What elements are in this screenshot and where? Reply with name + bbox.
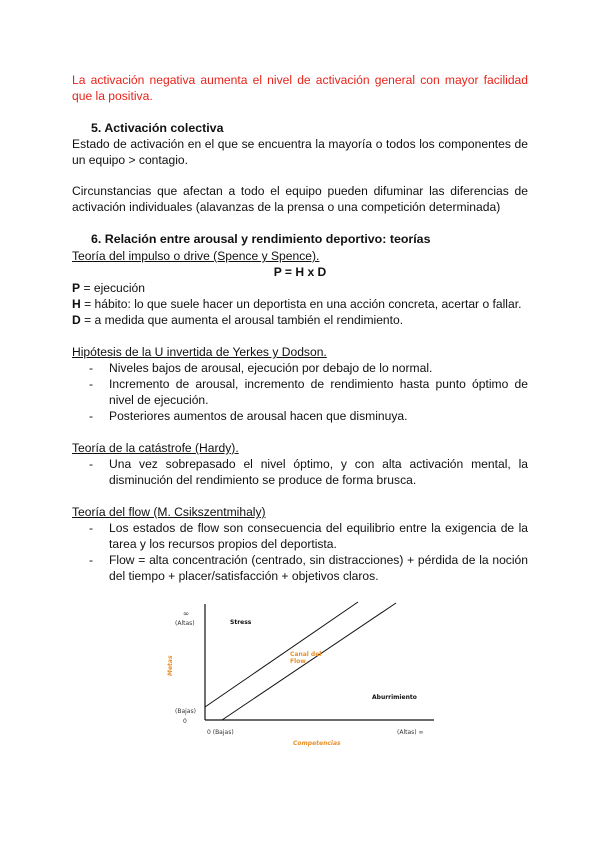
flow-channel-label-2: Flow <box>290 658 306 665</box>
y-bottom-label: (Bajas) <box>175 708 196 715</box>
y-top-label: (Altas) <box>175 620 195 627</box>
flow-channel-label-1: Canal del <box>290 651 322 658</box>
list-item: - Niveles bajos de arousal, ejecución por debajo de lo normal. <box>72 360 528 376</box>
boredom-label: Aburrimiento <box>372 694 417 701</box>
flow-list <box>72 520 528 584</box>
section-5-paragraph-2: Circunstancias que afectan a todo el equipo pueden difuminar las diferencias de activación individuales (alavanzas de la prensa o una competición determinada) <box>72 184 528 214</box>
catastrophe-list <box>72 456 528 488</box>
definition-text: = hábito: lo que suele hacer un deportista en una acción concreta, acertar o fallar. <box>80 297 522 311</box>
list-item: - Una vez sobrepasado el nivel óptimo, y con alta activación mental, la disminución del rendimiento se produce de forma brusca. <box>72 456 528 488</box>
flow-channel-diagram <box>160 598 460 748</box>
definition-text: = a medida que aumenta el arousal también el rendimiento. <box>80 313 404 327</box>
definition-term: D <box>72 313 81 327</box>
list-item: - Los estados de flow son consecuencia del equilibrio entre la exigencia de la tarea y los recursos propios del deportista. <box>72 520 528 552</box>
y-zero-label: 0 <box>183 718 187 725</box>
flow-theory-title: Teoría del flow (M. Csikszentmihaly) <box>72 505 266 519</box>
list-item: - Posteriores aumentos de arousal hacen que disminuya. <box>72 408 528 424</box>
intro-note: La activación negativa aumenta el nivel de activación general con mayor facilidad que la positiva. <box>72 73 528 103</box>
stress-label: Stress <box>230 619 252 626</box>
section-5-paragraph-1: Estado de activación en el que se encuentra la mayoría o todos los componentes de un equipo > contagio. <box>72 137 528 167</box>
flow-upper-boundary <box>205 602 358 707</box>
definition-h <box>72 296 528 312</box>
yerkes-dodson-list <box>72 360 528 424</box>
y-top-symbol: ∞ <box>183 609 190 618</box>
list-item: - Flow = alta concentración (centrado, sin distracciones) + pérdida de la noción del tiempo + placer/satisfacción + objetivos claros. <box>72 552 528 584</box>
x-axis-title: Competencias <box>293 740 341 747</box>
section-5-heading: 5. Activación colectiva <box>91 121 224 135</box>
x-left-label: 0 (Bajas) <box>207 729 234 736</box>
list-item: - Incremento de arousal, incremento de rendimiento hasta punto óptimo de nivel de ejecución. <box>72 376 528 408</box>
catastrophe-theory-title: Teoría de la catástrofe (Hardy). <box>72 441 239 455</box>
drive-theory-title: Teoría del impulso o drive (Spence y Spence). <box>72 249 320 263</box>
definition-d <box>72 312 528 328</box>
drive-formula: P = H x D <box>273 265 327 279</box>
yerkes-dodson-title: Hipótesis de la U invertida de Yerkes y Dodson. <box>72 345 327 359</box>
x-right-label: (Altas) ∞ <box>397 729 424 736</box>
y-axis-title: Metas <box>167 655 174 676</box>
definition-term: P <box>72 281 81 295</box>
definition-term: H <box>72 297 81 311</box>
definition-p <box>72 280 528 296</box>
definition-text: = ejecución <box>80 281 145 295</box>
section-6-heading: 6. Relación entre arousal y rendimiento deportivo: teorías <box>91 232 431 246</box>
